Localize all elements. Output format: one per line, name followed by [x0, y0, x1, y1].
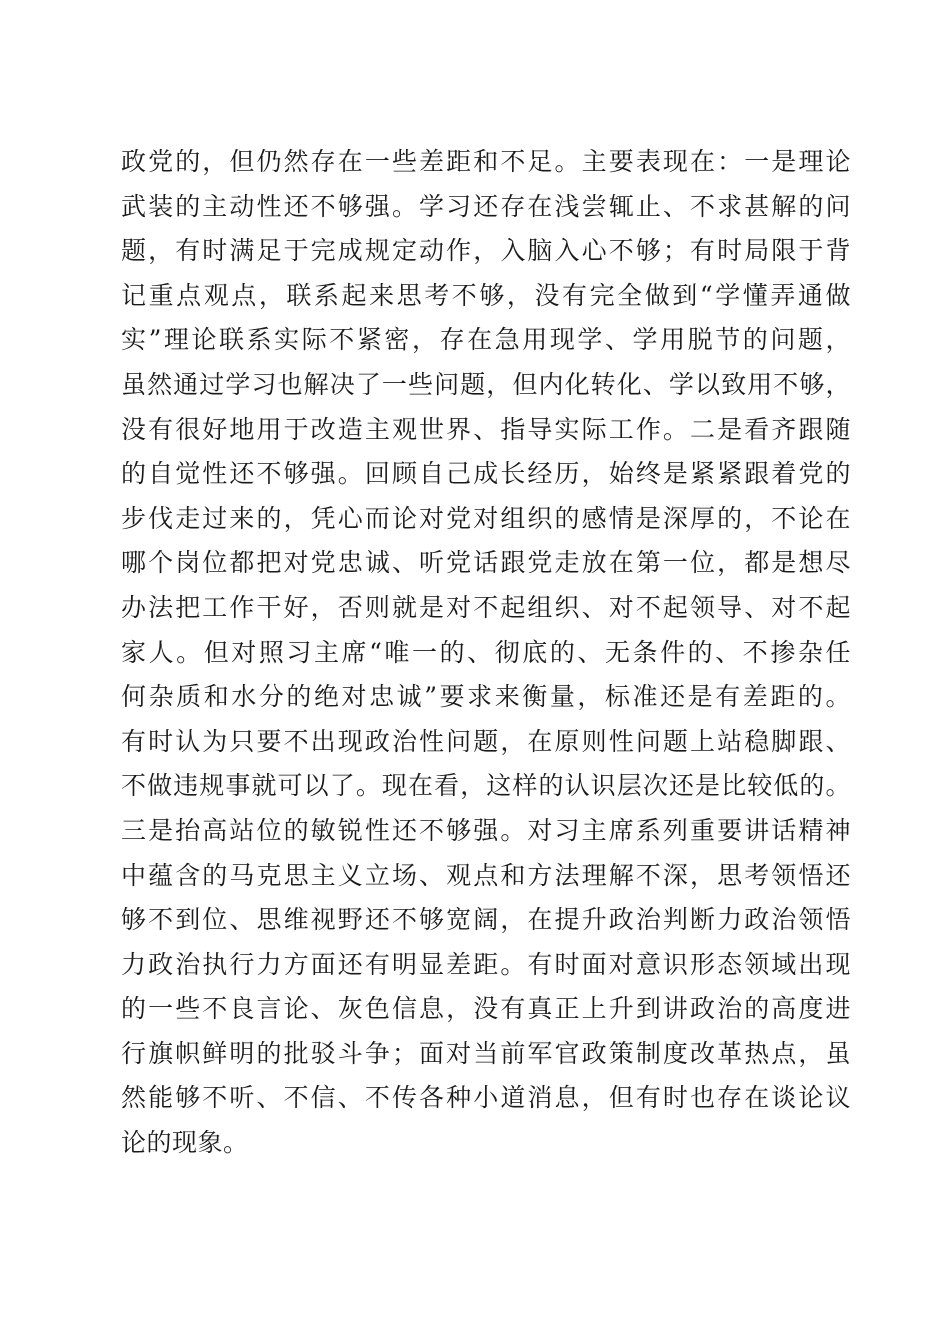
text-line: 三是抬高站位的敏锐性还不够强。对习主席系列重要讲话精神	[121, 815, 851, 845]
text-line: 有时认为只要不出现政治性问题，在原则性问题上站稳脚跟、	[121, 726, 851, 756]
text-line: 政党的，但仍然存在一些差距和不足。主要表现在：一是理论	[121, 147, 851, 176]
text-line: 然能够不听、不信、不传各种小道消息，但有时也存在谈论议	[121, 1083, 851, 1113]
text-line: 的一些不良言论、灰色信息，没有真正上升到讲政治的高度进	[121, 994, 851, 1024]
text-line: 记重点观点，联系起来思考不够，没有完全做到“学懂弄通做	[121, 280, 851, 310]
text-line: 论的现象。	[121, 1128, 249, 1158]
text-line: 力政治执行力方面还有明显差距。有时面对意识形态领域出现	[121, 949, 851, 979]
text-line: 步伐走过来的，凭心而论对党对组织的感情是深厚的，不论在	[121, 503, 851, 533]
text-line: 家人。但对照习主席“唯一的、彻底的、无条件的、不掺杂任	[121, 637, 851, 667]
text-line: 题，有时满足于完成规定动作，入脑入心不够；有时局限于背	[121, 236, 851, 266]
text-line: 的自觉性还不够强。回顾自己成长经历，始终是紧紧跟着党的	[121, 459, 851, 489]
text-line: 武装的主动性还不够强。学习还存在浅尝辄止、不求甚解的问	[121, 191, 851, 221]
text-line: 中蕴含的马克思主义立场、观点和方法理解不深，思考领悟还	[121, 860, 851, 890]
text-line: 办法把工作干好，否则就是对不起组织、对不起领导、对不起	[121, 592, 851, 622]
text-line: 没有很好地用于改造主观世界、指导实际工作。二是看齐跟随	[121, 414, 851, 444]
body-paragraph	[121, 140, 851, 1166]
text-line: 何杂质和水分的绝对忠诚”要求来衡量，标准还是有差距的。	[121, 682, 851, 712]
text-line: 行旗帜鲜明的批驳斗争；面对当前军官政策制度改革热点，虽	[121, 1038, 851, 1068]
text-line: 够不到位、思维视野还不够宽阔，在提升政治判断力政治领悟	[121, 905, 851, 935]
text-line: 虽然通过学习也解决了一些问题，但内化转化、学以致用不够，	[121, 369, 851, 399]
text-line: 哪个岗位都把对党忠诚、听党话跟党走放在第一位，都是想尽	[121, 548, 851, 578]
text-line: 不做违规事就可以了。现在看，这样的认识层次还是比较低的。	[121, 771, 851, 801]
text-line: 实”理论联系实际不紧密，存在急用现学、学用脱节的问题，	[121, 325, 851, 355]
